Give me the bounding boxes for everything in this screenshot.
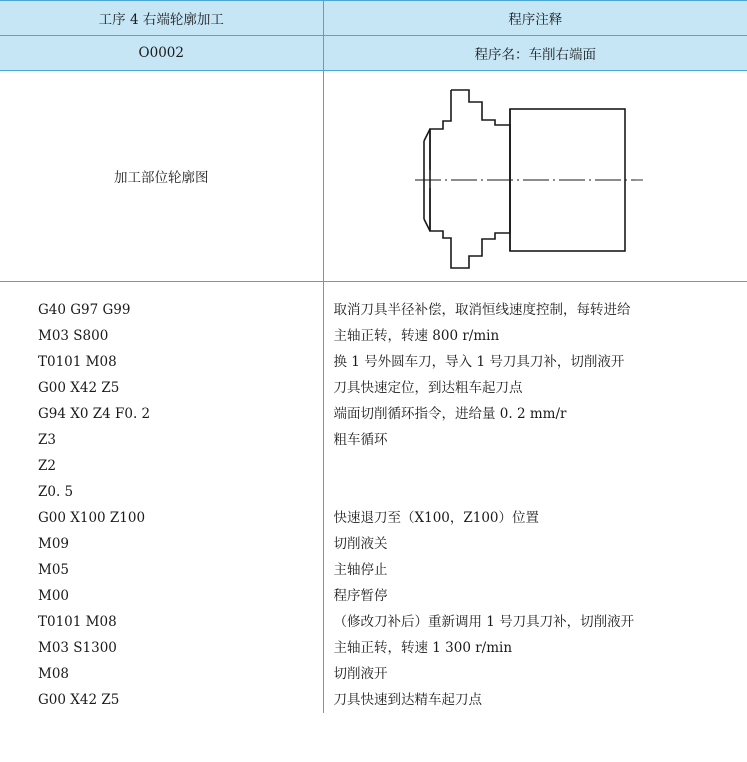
- code-line: M05: [38, 562, 70, 578]
- profile-drawing-cell: [323, 71, 747, 282]
- comment-line: 切削液关: [333, 536, 388, 552]
- code-line: M03 S1300: [38, 640, 117, 656]
- code-line: M09: [38, 536, 70, 552]
- comment-line: （修改刀补后）重新调用 1 号刀具刀补，切削液开: [333, 614, 635, 630]
- program-body-row: [0, 282, 747, 714]
- comment-line: 换 1 号外圆车刀，导入 1 号刀具刀补，切削液开: [333, 354, 625, 370]
- code-line: T0101 M08: [38, 614, 117, 630]
- comment-column: [323, 282, 747, 714]
- program-number: O0002: [0, 36, 323, 71]
- header-comment: 程序注释: [323, 1, 747, 36]
- comment-line: 快速退刀至（X100，Z100）位置: [333, 510, 540, 526]
- comment-line: 粗车循环: [333, 432, 388, 448]
- figure-label: 加工部位轮廓图: [0, 71, 323, 282]
- program-name-row: [0, 36, 747, 71]
- code-line: G94 X0 Z4 F0. 2: [38, 406, 151, 422]
- comment-line: 主轴停止: [333, 562, 388, 578]
- code-line: Z2: [38, 458, 56, 474]
- code-line: M00: [38, 588, 70, 604]
- figure-row: [0, 71, 747, 282]
- header-process: 工序 4 右端轮廓加工: [0, 1, 323, 36]
- comment-line: 取消刀具半径补偿，取消恒线速度控制，每转进给: [333, 302, 631, 318]
- code-line: M03 S800: [38, 328, 109, 344]
- comment-line: 主轴正转，转速 1 300 r/min: [333, 640, 513, 656]
- code-line: G00 X100 Z100: [38, 510, 146, 526]
- code-line: M08: [38, 666, 70, 682]
- code-line: T0101 M08: [38, 354, 117, 370]
- code-line: G00 X42 Z5: [38, 692, 120, 708]
- table-header-row: [0, 1, 747, 36]
- code-line: Z0. 5: [38, 484, 74, 500]
- comment-line: 刀具快速定位，到达粗车起刀点: [333, 380, 523, 396]
- comment-line: 程序暂停: [333, 588, 388, 604]
- code-column: [0, 282, 323, 714]
- comment-line: 主轴正转，转速 800 r/min: [333, 328, 500, 344]
- comment-line: 刀具快速到达精车起刀点: [333, 692, 482, 708]
- program-name: 程序名：车削右端面: [323, 36, 747, 71]
- part-profile-drawing: [415, 81, 655, 271]
- comment-line: [324, 453, 747, 479]
- comment-line: 端面切削循环指令，进给量 0. 2 mm/r: [333, 406, 567, 422]
- comment-line: 切削液开: [333, 666, 388, 682]
- code-line: Z3: [38, 432, 56, 448]
- code-line: G00 X42 Z5: [38, 380, 120, 396]
- code-line: G40 G97 G99: [38, 302, 131, 318]
- comment-line: [324, 479, 747, 505]
